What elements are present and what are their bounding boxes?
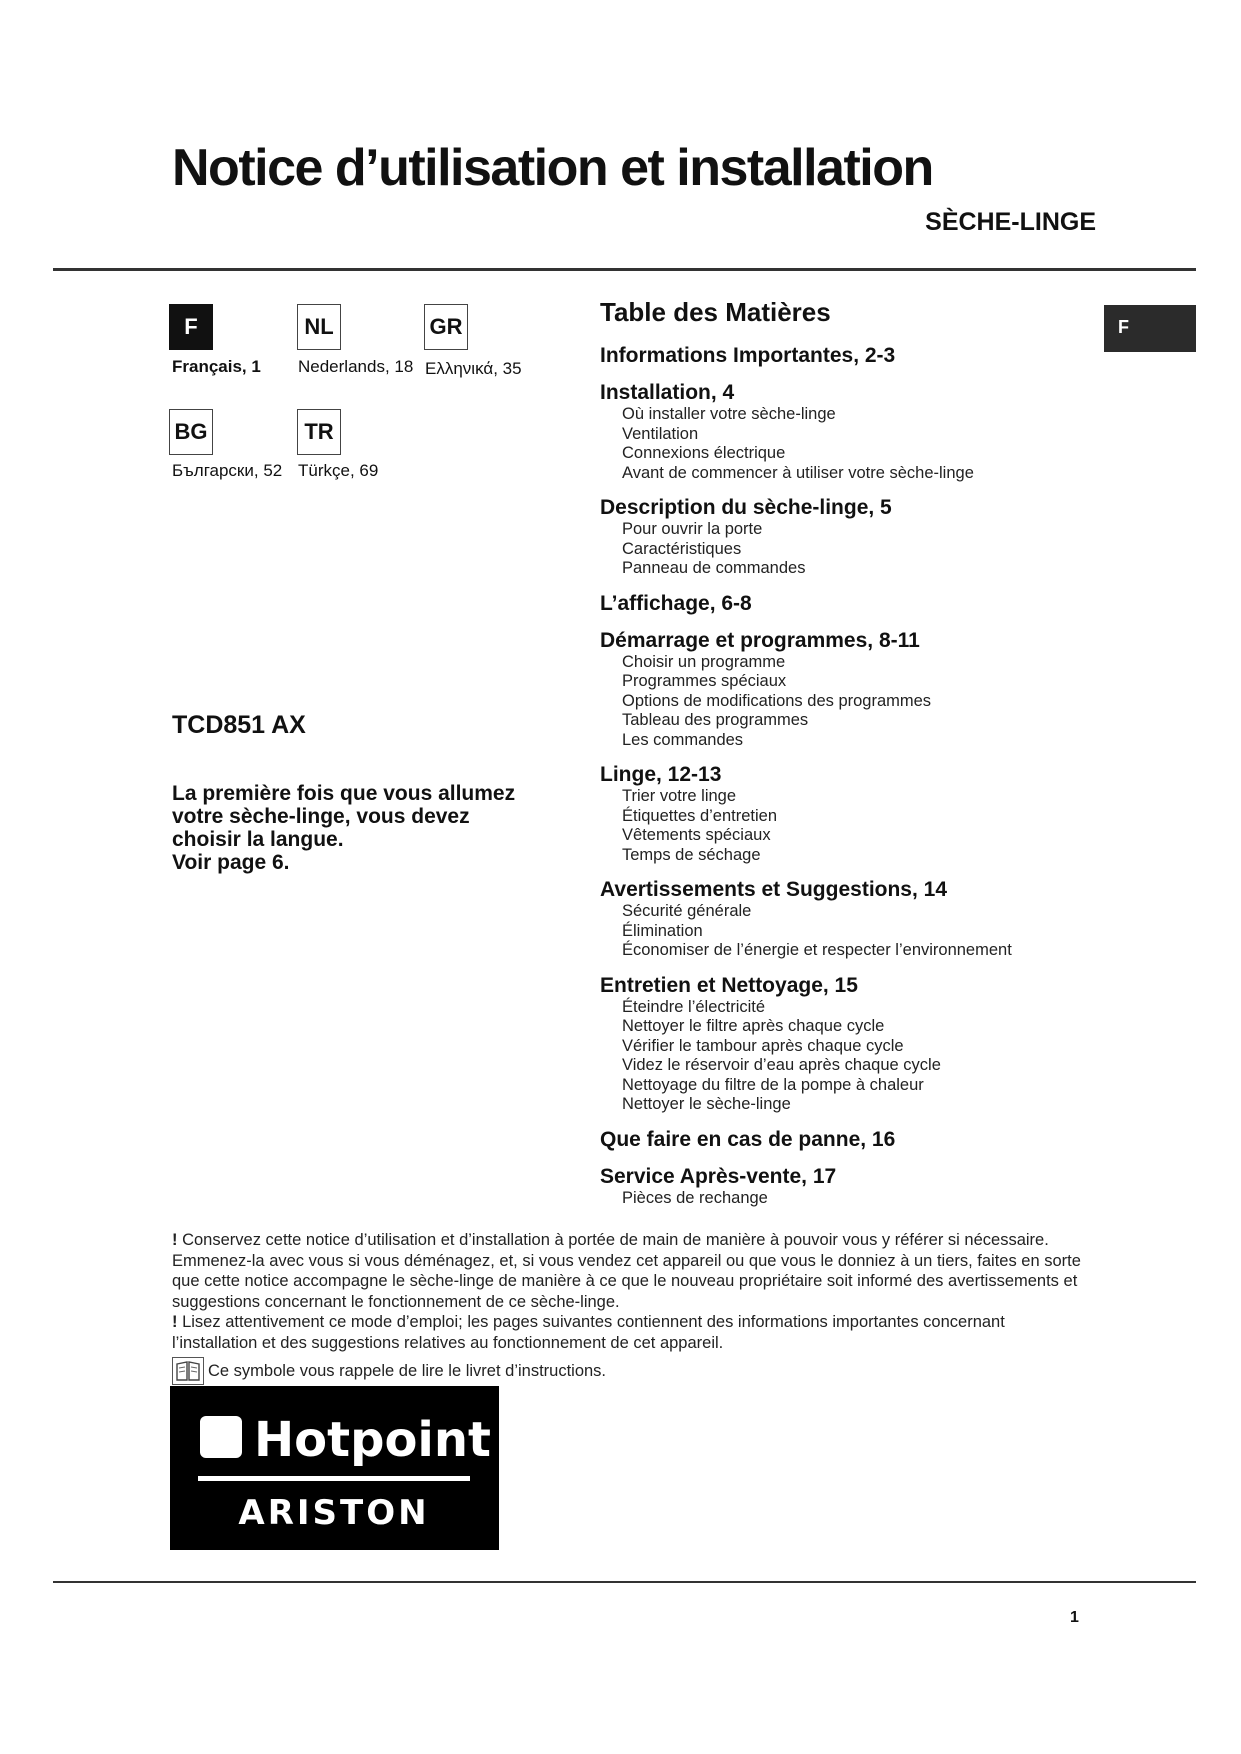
notes-block: [172, 1230, 1092, 1385]
warning-mark: !: [172, 1231, 178, 1249]
toc-item[interactable]: Programmes spéciaux: [622, 672, 787, 690]
product-type: SÈCHE-LINGE: [925, 208, 1096, 236]
lang-label-tr: Türkçe, 69: [298, 461, 379, 480]
lang-box-tr[interactable]: TR: [297, 409, 341, 455]
toc-section-title[interactable]: Linge, 12-13: [600, 763, 722, 786]
hotpoint-ariston-logo: [170, 1386, 499, 1550]
logo-sub: ARISTON: [238, 1493, 430, 1533]
toc-item[interactable]: Économiser de l’énergie et respecter l’environnement: [622, 941, 1012, 959]
note-2: [172, 1312, 1092, 1353]
toc-item[interactable]: Sécurité générale: [622, 902, 752, 920]
toc-item[interactable]: Où installer votre sèche-linge: [622, 405, 836, 423]
book-icon: [172, 1357, 204, 1385]
lang-box-bg[interactable]: BG: [169, 409, 213, 455]
table-of-contents: [600, 297, 1080, 1221]
toc-item[interactable]: Panneau de commandes: [622, 559, 806, 577]
lang-label-gr: Ελληνικά, 35: [425, 359, 522, 378]
first-use-notice: [172, 782, 572, 874]
toc-item[interactable]: Pour ouvrir la porte: [622, 520, 763, 538]
lang-box-nl[interactable]: NL: [297, 304, 341, 350]
toc-item[interactable]: Connexions électrique: [622, 444, 786, 462]
toc-section-title[interactable]: Entretien et Nettoyage, 15: [600, 973, 858, 997]
toc-section: [600, 974, 1080, 1115]
logo-square-icon: [200, 1416, 242, 1458]
page-number: 1: [1070, 1609, 1079, 1626]
toc-section-title[interactable]: Installation, 4: [600, 381, 735, 404]
toc-section: [600, 1165, 1080, 1209]
toc-item[interactable]: Vérifier le tambour après chaque cycle: [622, 1036, 904, 1055]
toc-title: Table des Matières: [600, 297, 831, 327]
toc-section-title[interactable]: Service Après-vente, 17: [600, 1164, 837, 1188]
toc-item[interactable]: Avant de commencer à utiliser votre sèche-linge: [622, 463, 974, 482]
toc-section-title[interactable]: Que faire en cas de panne, 16: [600, 1127, 896, 1151]
first-use-line: La première fois que vous allumez: [172, 782, 516, 805]
toc-item[interactable]: Nettoyer le sèche-linge: [622, 1095, 791, 1113]
toc-section: [600, 878, 1080, 961]
note-1: [172, 1230, 1092, 1312]
toc-item[interactable]: Nettoyer le filtre après chaque cycle: [622, 1017, 885, 1035]
toc-item[interactable]: Éteindre l’électricité: [622, 997, 766, 1016]
toc-item[interactable]: Pièces de rechange: [622, 1188, 768, 1207]
toc-section-title[interactable]: Démarrage et programmes, 8-11: [600, 628, 920, 652]
logo-bar: [198, 1476, 470, 1481]
bottom-divider: [53, 1581, 1196, 1583]
toc-item[interactable]: Options de modifications des programmes: [622, 691, 932, 710]
toc-item[interactable]: Caractéristiques: [622, 539, 742, 558]
toc-item[interactable]: Trier votre linge: [622, 787, 737, 805]
toc-section: [600, 344, 1080, 368]
toc-section-title[interactable]: L’affichage, 6-8: [600, 591, 752, 615]
first-use-line: choisir la langue.: [172, 828, 344, 851]
lang-label-bg: Български, 52: [172, 461, 283, 480]
symbol-line: [172, 1357, 1092, 1385]
lang-label-f: Français, 1: [172, 357, 261, 376]
lang-box-f[interactable]: F: [169, 304, 213, 350]
toc-item[interactable]: Les commandes: [622, 730, 744, 749]
toc-item[interactable]: Temps de séchage: [622, 845, 761, 864]
toc-item[interactable]: Videz le réservoir d’eau après chaque cycle: [622, 1056, 941, 1074]
toc-item[interactable]: Ventilation: [622, 424, 699, 443]
toc-item[interactable]: Étiquettes d’entretien: [622, 806, 778, 825]
toc-section-title[interactable]: Description du sèche-linge, 5: [600, 496, 892, 519]
lang-box-gr[interactable]: GR: [424, 304, 468, 350]
toc-sections: [600, 344, 1080, 1208]
warning-mark: !: [172, 1313, 178, 1331]
toc-section: [600, 629, 1080, 751]
first-use-line: Voir page 6.: [172, 851, 290, 874]
logo-brand: Hotpoint: [254, 1412, 491, 1468]
page-title: Notice d’utilisation et installation: [172, 139, 933, 197]
toc-section: [600, 496, 1080, 579]
toc-item[interactable]: Nettoyage du filtre de la pompe à chaleur: [622, 1075, 924, 1094]
top-divider: [53, 268, 1196, 271]
toc-section: [600, 381, 1080, 483]
lang-label-nl: Nederlands, 18: [298, 357, 414, 376]
first-use-line: votre sèche-linge, vous devez: [172, 805, 470, 828]
toc-item[interactable]: Élimination: [622, 921, 703, 940]
language-tab-badge: F: [1104, 305, 1196, 352]
toc-section-title[interactable]: Avertissements et Suggestions, 14: [600, 878, 948, 901]
toc-item[interactable]: Tableau des programmes: [622, 711, 809, 729]
toc-item[interactable]: Choisir un programme: [622, 652, 786, 671]
toc-section: [600, 592, 1080, 616]
note-1-text: Conservez cette notice d’utilisation et d’installation à portée de main de manière à pouvoir vous y référer si nécessaire. Emmenez-la avec vous si vous déménagez, et, si vous vendez cet appareil ou que vous le donniez à un tiers, faites en sorte que cette notice accompagne le sèche-linge de manière à ce que le nouveau propriétaire soit informé des avertissements et suggestions concernant le fonctionnement de ce sèche-linge.: [172, 1231, 1081, 1311]
note-2-text: Lisez attentivement ce mode d’emploi; les pages suivantes contiennent des informations importantes concernant l’installation et des suggestions relatives au fonctionnement de cet appareil.: [172, 1313, 1005, 1352]
toc-section: [600, 763, 1080, 865]
toc-section-title[interactable]: Informations Importantes, 2-3: [600, 344, 896, 367]
toc-section: [600, 1128, 1080, 1152]
toc-item[interactable]: Vêtements spéciaux: [622, 826, 771, 844]
symbol-text: Ce symbole vous rappele de lire le livret d’instructions.: [208, 1361, 607, 1380]
model-number: TCD851 AX: [172, 711, 306, 739]
